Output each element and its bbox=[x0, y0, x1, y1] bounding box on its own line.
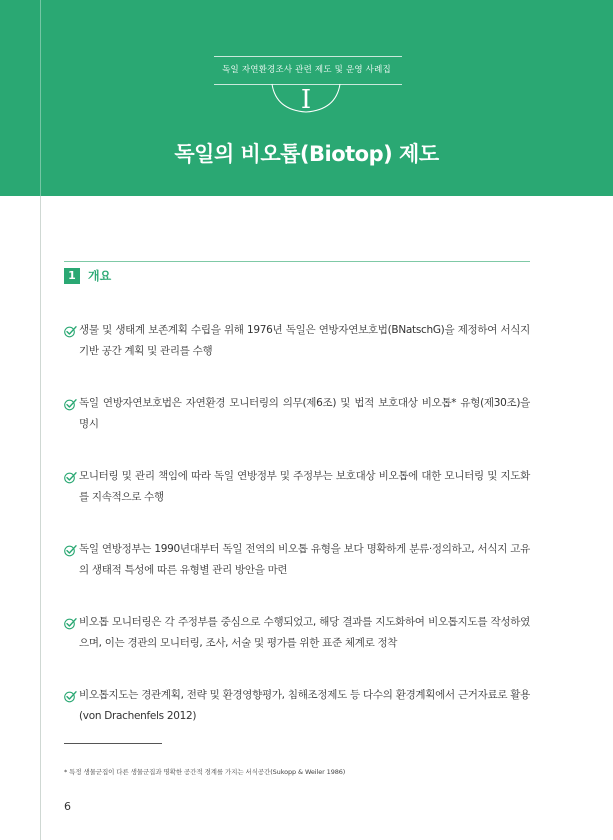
bullet-text: 독일 연방자연보호법은 자연환경 모니터링의 의무(제6조) 및 법적 보호대상 비오톱* 유형(제30조)을 명시 bbox=[79, 397, 530, 430]
list-item bbox=[64, 685, 530, 727]
list-item bbox=[64, 612, 530, 654]
bullet-text: 비오톱지도는 경관계획, 전략 및 환경영향평가, 침해조정제도 등 다수의 환경계획에서 근거자료로 활용 (von Drachenfels 2012) bbox=[79, 689, 530, 722]
check-circle-icon bbox=[64, 398, 77, 411]
chapter-title: 독일의 비오톱(Biotop) 제도 bbox=[174, 142, 439, 166]
check-circle-icon bbox=[64, 325, 77, 338]
margin-line bbox=[40, 196, 41, 840]
chapter-numeral: I bbox=[300, 85, 312, 115]
check-circle-icon bbox=[64, 690, 77, 703]
check-circle-icon bbox=[64, 471, 77, 484]
series-title: 독일 자연환경조사 관련 제도 및 운영 사례집 bbox=[222, 65, 391, 75]
list-item bbox=[64, 539, 530, 581]
check-circle-icon bbox=[64, 544, 77, 557]
bullet-text: 생물 및 생태계 보존계획 수립을 위해 1976년 독일은 연방자연보호법(BNatschG)을 제정하여 서식지 기반 공간 계획 및 관리를 수행 bbox=[79, 324, 530, 357]
list-item bbox=[64, 393, 530, 435]
list-item bbox=[64, 466, 530, 508]
section-divider bbox=[64, 261, 530, 262]
section-number-badge: 1 bbox=[64, 268, 80, 284]
check-circle-icon bbox=[64, 617, 77, 630]
section-title: 개요 bbox=[88, 269, 112, 283]
bullet-list bbox=[64, 320, 530, 758]
series-rule-top bbox=[214, 56, 402, 57]
chapter-numeral-ornament bbox=[266, 82, 346, 116]
bullet-text: 비오톱 모니터링은 각 주정부를 중심으로 수행되었고, 해당 결과를 지도화하여 비오톱지도를 작성하였으며, 이는 경관의 모니터링, 조사, 서술 및 평가를 위한 표준 체계로 정착 bbox=[79, 616, 530, 649]
page-number: 6 bbox=[64, 800, 71, 813]
bullet-text: 모니터링 및 관리 책임에 따라 독일 연방정부 및 주정부는 보호대상 비오톱에 대한 모니터링 및 지도화를 지속적으로 수행 bbox=[79, 470, 530, 503]
list-item bbox=[64, 320, 530, 362]
footnote: * 특정 생물군집이 다른 생물군집과 명확한 공간적 경계를 가지는 서식공간(Sukopp & Weiler 1986) bbox=[64, 768, 346, 776]
bullet-text: 독일 연방정부는 1990년대부터 독일 전역의 비오톱 유형을 보다 명확하게 분류·정의하고, 서식지 고유의 생태적 특성에 따른 유형별 관리 방안을 마련 bbox=[79, 543, 530, 576]
footnote-divider bbox=[64, 743, 162, 744]
chapter-header bbox=[0, 0, 613, 196]
